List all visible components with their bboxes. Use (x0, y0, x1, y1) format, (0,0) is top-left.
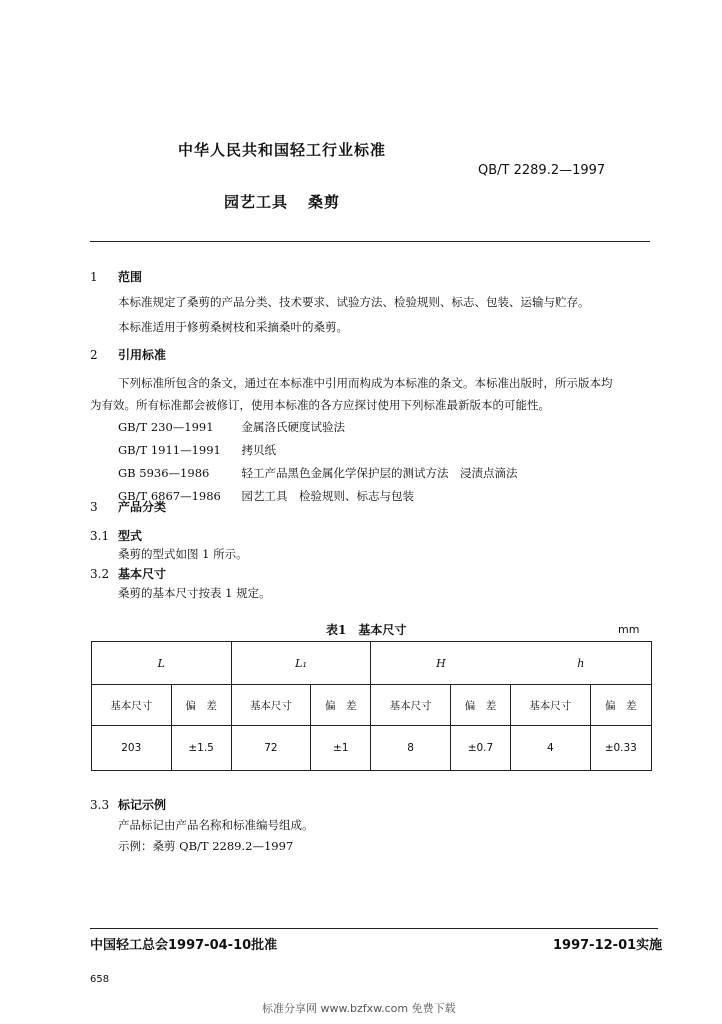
issuing-organization: 中华人民共和国轻工行业标准 (178, 141, 387, 159)
section-3-1-paragraph: 桑剪的型式如图 1 所示。 (118, 547, 248, 561)
approval-date: 中国轻工总会1997-04-10批准 (90, 938, 278, 953)
section-3-1-title: 型式 (118, 529, 143, 543)
sub-header-cell: 偏 差 (450, 685, 510, 726)
group-header-H: H (371, 642, 511, 685)
group-header-L: L (92, 642, 232, 685)
reference-name: 金属洛氏硬度试验法 (241, 420, 345, 434)
dimensions-table (91, 641, 652, 771)
reference-code: GB/T 6867—1986 (118, 489, 221, 503)
section-3-2-paragraph: 桑剪的基本尺寸按表 1 规定。 (118, 586, 271, 600)
section-3-1-heading (90, 527, 142, 544)
section-3-number: 3 (90, 500, 98, 514)
section-2-heading (90, 346, 166, 363)
download-watermark: 标准分享网 www.bzfxw.com 免费下载 (262, 1002, 456, 1015)
table-group-header-row (92, 642, 652, 685)
sub-header-cell: 偏 差 (590, 685, 651, 726)
title-part-2: 桑剪 (308, 193, 341, 211)
sub-header-cell: 偏 差 (171, 685, 231, 726)
reference-name: 拷贝纸 (241, 443, 276, 457)
header-divider (90, 241, 650, 242)
section-2-number: 2 (90, 348, 98, 362)
table-cell: 203 (92, 726, 172, 771)
table-cell: 4 (511, 726, 591, 771)
section-3-3-paragraph-2: 示例：桑剪 QB/T 2289.2—1997 (118, 839, 294, 853)
reference-item (118, 465, 518, 481)
section-3-3-heading (90, 796, 166, 813)
section-3-2-heading (90, 565, 166, 582)
section-2-paragraph-2: 为有效。所有标准都会被修订，使用本标准的各方应探讨使用下列标准最新版本的可能性。 (90, 398, 550, 412)
section-3-3-title: 标记示例 (118, 798, 167, 812)
table-cell: ±1 (311, 726, 371, 771)
standard-code: QB/T 2289.2—1997 (478, 163, 606, 178)
section-3-2-number: 3.2 (90, 567, 110, 581)
table-caption: 表1 基本尺寸 (326, 623, 407, 637)
section-3-3-number: 3.3 (90, 798, 110, 812)
section-3-title: 产品分类 (118, 500, 167, 514)
group-header-h: h (511, 642, 652, 685)
group-header-L1: L₁ (231, 642, 371, 685)
sub-header-cell: 基本尺寸 (511, 685, 591, 726)
table-row (92, 726, 652, 771)
reference-code: GB/T 1911—1991 (118, 443, 221, 457)
sub-header-cell: 基本尺寸 (231, 685, 311, 726)
table-cell: 72 (231, 726, 311, 771)
section-2-title: 引用标准 (118, 348, 167, 362)
table-unit: mm (618, 623, 640, 636)
reference-name: 轻工产品黑色金属化学保护层的测试方法 浸渍点滴法 (241, 466, 518, 480)
reference-name: 园艺工具 检验规则、标志与包装 (241, 489, 414, 503)
sub-header-cell: 基本尺寸 (371, 685, 451, 726)
footer-divider (90, 928, 658, 929)
section-3-1-number: 3.1 (90, 529, 110, 543)
implementation-date: 1997-12-01实施 (553, 938, 663, 953)
section-3-heading (90, 498, 166, 515)
section-1-title: 范围 (118, 270, 143, 284)
section-1-paragraph-1: 本标准规定了桑剪的产品分类、技术要求、试验方法、检验规则、标志、包装、运输与贮存。 (118, 295, 590, 309)
sub-header-cell: 基本尺寸 (92, 685, 172, 726)
reference-item (118, 442, 276, 458)
reference-item (118, 419, 345, 435)
document-title (224, 191, 340, 212)
reference-code: GB/T 230—1991 (118, 420, 214, 434)
title-part-1: 园艺工具 (224, 193, 289, 211)
table-sub-header-row (92, 685, 652, 726)
sub-header-cell: 偏 差 (311, 685, 371, 726)
reference-code: GB 5936—1986 (118, 466, 210, 480)
section-1-paragraph-2: 本标准适用于修剪桑树枝和采摘桑叶的桑剪。 (118, 320, 348, 334)
table-cell: ±1.5 (171, 726, 231, 771)
section-1-heading (90, 268, 142, 285)
section-2-paragraph-1: 下列标准所包含的条文，通过在本标准中引用而构成为本标准的条文。本标准出版时，所示版本均 (118, 376, 613, 390)
section-1-number: 1 (90, 270, 98, 284)
section-3-2-title: 基本尺寸 (118, 567, 167, 581)
table-cell: 8 (371, 726, 451, 771)
section-3-3-paragraph-1: 产品标记由产品名称和标准编号组成。 (118, 818, 314, 832)
page-number: 658 (90, 974, 110, 985)
table-cell: ±0.33 (590, 726, 651, 771)
table-cell: ±0.7 (450, 726, 510, 771)
